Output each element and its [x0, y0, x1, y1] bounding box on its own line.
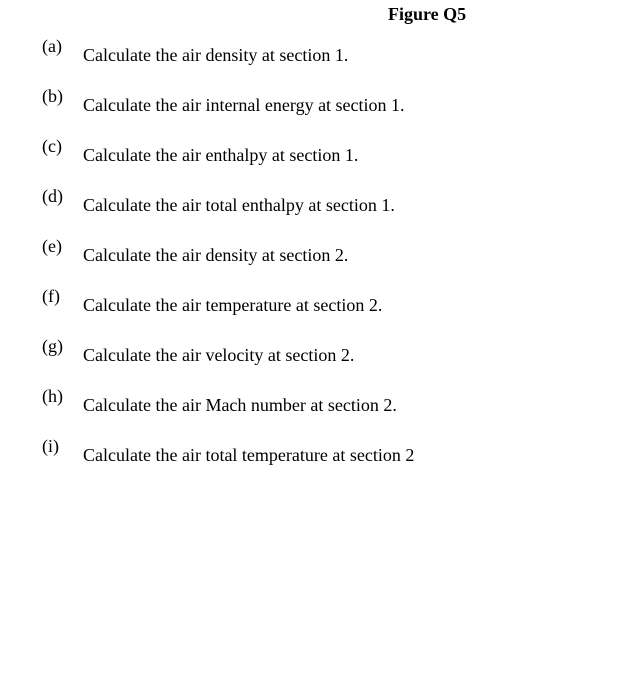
question-text: Calculate the air density at section 1.	[83, 45, 349, 65]
question-text: Calculate the air total temperature at section 2	[83, 445, 415, 465]
question-text: Calculate the air temperature at section 2.	[83, 295, 383, 315]
question-label: (b)	[42, 86, 63, 106]
question-label: (a)	[42, 36, 62, 56]
question-label: (e)	[42, 236, 62, 256]
question-text: Calculate the air enthalpy at section 1.	[83, 145, 359, 165]
question-label: (g)	[42, 336, 63, 356]
question-item-c	[0, 134, 620, 184]
question-text: Calculate the air Mach number at section 2.	[83, 395, 397, 415]
question-item-g	[0, 334, 620, 384]
question-item-i	[0, 434, 620, 484]
question-text: Calculate the air internal energy at section 1.	[83, 95, 405, 115]
question-label: (i)	[42, 436, 59, 456]
question-text: Calculate the air total enthalpy at section 1.	[83, 195, 395, 215]
question-item-f	[0, 284, 620, 334]
question-list	[0, 34, 620, 484]
question-label: (h)	[42, 386, 63, 406]
question-label: (c)	[42, 136, 62, 156]
question-label: (d)	[42, 186, 63, 206]
question-item-h	[0, 384, 620, 434]
question-item-e	[0, 234, 620, 284]
question-item-b	[0, 84, 620, 134]
question-text: Calculate the air velocity at section 2.	[83, 345, 355, 365]
question-text: Calculate the air density at section 2.	[83, 245, 349, 265]
question-item-d	[0, 184, 620, 234]
question-label: (f)	[42, 286, 60, 306]
figure-caption: Figure Q5	[388, 4, 467, 24]
question-item-a	[0, 34, 620, 84]
